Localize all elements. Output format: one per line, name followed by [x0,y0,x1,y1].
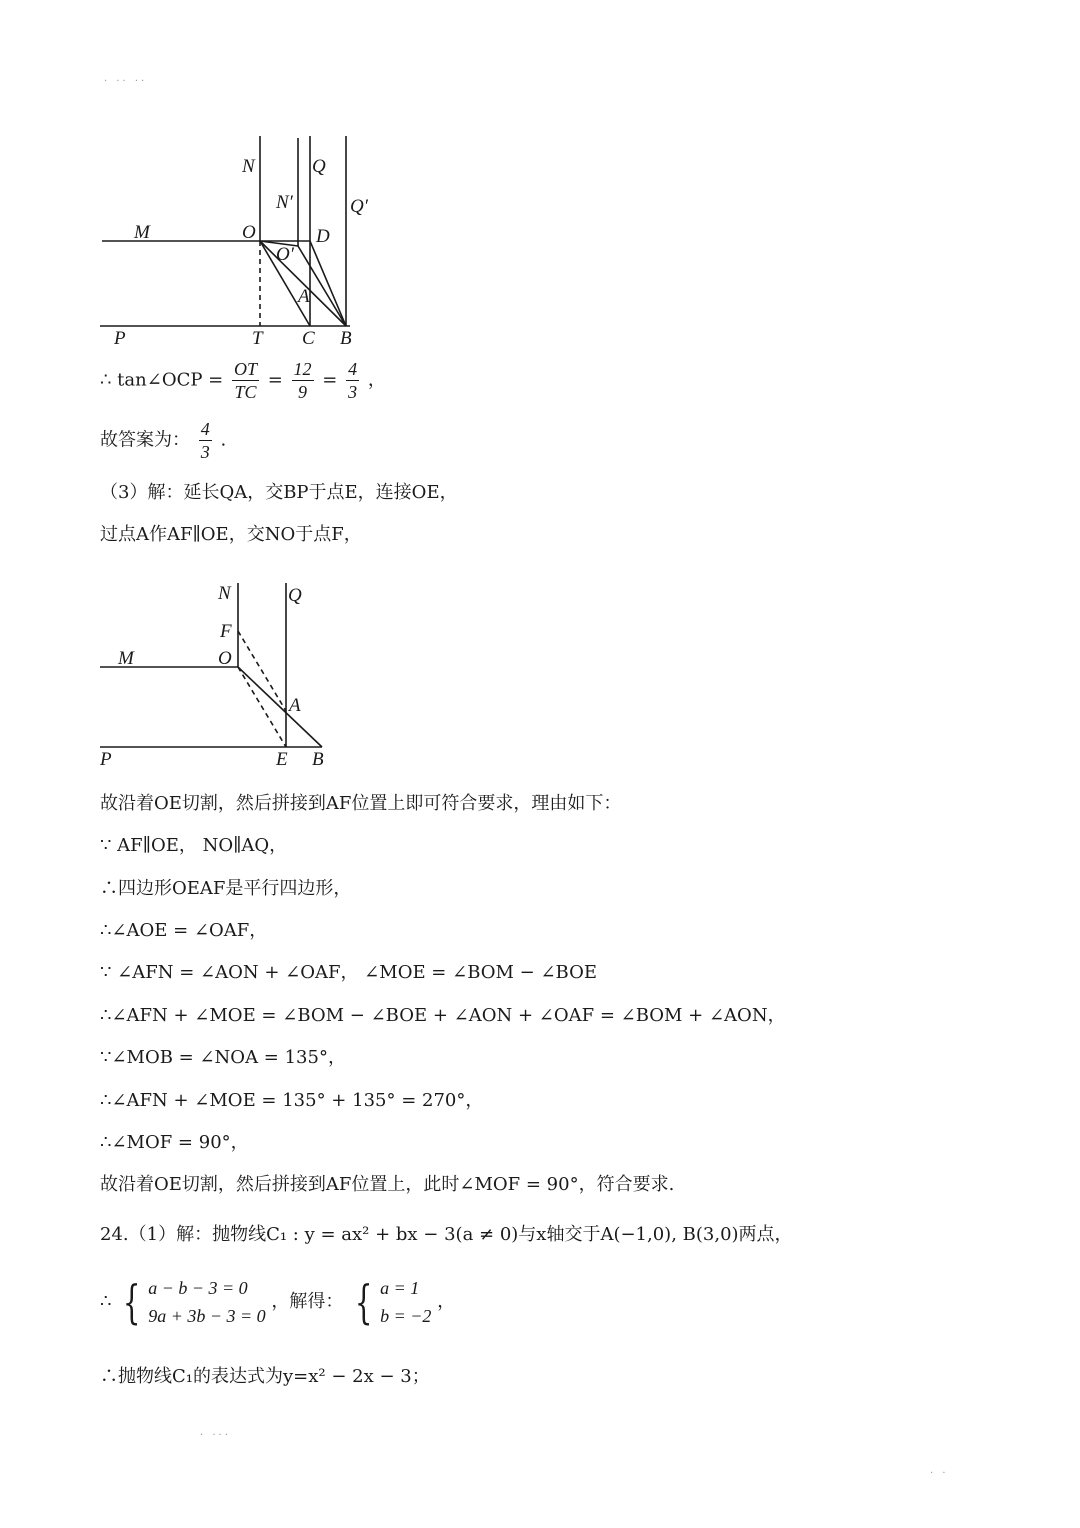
tan-prefix: ∴ tan∠OCP = [100,369,229,391]
solution-b: b = −2 [380,1306,432,1326]
equals-sign: = [267,369,289,391]
proof-line: ∵∠MOB = ∠NOA = 135°， [100,1047,346,1068]
label-O: O [218,648,232,669]
fraction-denominator: 3 [348,382,358,402]
answer-suffix: . [220,429,227,451]
header-mark: · ·· ·· [104,76,148,87]
equation-2: 9a + 3b − 3 = 0 [148,1306,266,1326]
fraction-denominator: TC [234,382,257,402]
label-N-prime: N′ [276,192,293,213]
part3-line: （3）解：延长QA，交BP于点E，连接OE， [100,482,458,503]
proof-line: ∴∠AOE = ∠OAF， [100,920,268,941]
label-B: B [340,328,352,349]
solve-label: ，解得： [271,1291,344,1312]
q24-line-3: ∴抛物线C₁的表达式为y=x² − 2x − 3； [100,1366,430,1387]
proof-line: 故沿着OE切割，然后拼接到AF位置上即可符合要求，理由如下： [100,793,622,814]
answer-fraction [199,418,212,463]
proof-line: ∵ ∠AFN = ∠AON + ∠OAF， ∠MOE = ∠BOM − ∠BOE [100,962,598,983]
proof-line: 故沿着OE切割，然后拼接到AF位置上，此时∠MOF = 90°，符合要求. [100,1174,675,1195]
label-E: E [276,749,288,770]
answer-line [100,418,226,463]
fraction-numerator: 4 [348,359,358,379]
label-Q: Q [312,156,326,177]
label-P: P [114,328,126,349]
label-A: A [289,695,301,716]
q24-line-1: 24.（1）解：抛物线C₁ : y = ax² + bx − 3(a ≠ 0)与x轴交于A(−1,0), B(3,0)两点， [100,1224,793,1245]
answer-prefix: 故答案为： [100,429,190,451]
fraction-12-9 [292,358,314,403]
geometry-figure-1 [90,128,390,353]
proof-line: ∵ AF∥OE， NO∥AQ， [100,835,288,856]
label-M: M [134,222,150,243]
label-N: N [218,583,231,604]
therefore-symbol: ∴ [100,1291,112,1312]
label-O-prime: O′ [276,244,294,265]
proof-line: ∴∠MOF = 90°， [100,1132,249,1153]
label-Q: Q [288,585,302,606]
left-brace: { [354,1275,373,1329]
solution-suffix: ， [437,1291,456,1312]
fraction-numerator: 4 [200,419,210,439]
label-T: T [252,328,263,349]
label-A: A [298,286,310,307]
footer-mark-right: · · [930,1468,949,1479]
left-brace: { [123,1275,141,1329]
fraction-numerator: OT [233,359,257,379]
label-B: B [312,749,324,770]
label-C: C [302,328,315,349]
fraction-denominator: 3 [200,442,210,462]
fraction-ot-tc [232,358,259,403]
tan-suffix: ， [367,369,386,391]
label-O: O [242,222,256,243]
proof-line: ∴∠AFN + ∠MOE = 135° + 135° = 270°， [100,1090,484,1111]
equation-system [148,1274,265,1330]
fraction-denominator: 9 [298,382,308,402]
solution-a: a = 1 [380,1278,420,1298]
footer-mark-left: · ··· [200,1430,231,1441]
fraction-4-3 [346,358,359,403]
fraction-numerator: 12 [293,359,312,379]
label-Q-prime: Q′ [350,196,368,217]
proof-line: ∴四边形OEAF是平行四边形， [100,878,352,899]
proof-line: ∴∠AFN + ∠MOE = ∠BOM − ∠BOE + ∠AON + ∠OAF = ∠BOM + ∠AON， [100,1005,786,1026]
solution-system [380,1274,431,1330]
equation-1: a − b − 3 = 0 [148,1278,248,1298]
label-N: N [242,156,255,177]
label-D: D [316,226,330,247]
q24-system-line [100,1274,455,1330]
construct-af-line: 过点A作AF∥OE，交NO于点F， [100,524,362,545]
label-F: F [220,621,232,642]
label-P: P [100,749,112,770]
label-M: M [118,648,134,669]
equals-sign: = [322,369,344,391]
geometry-figure-2 [90,575,350,775]
tan-equation-line [100,358,386,403]
